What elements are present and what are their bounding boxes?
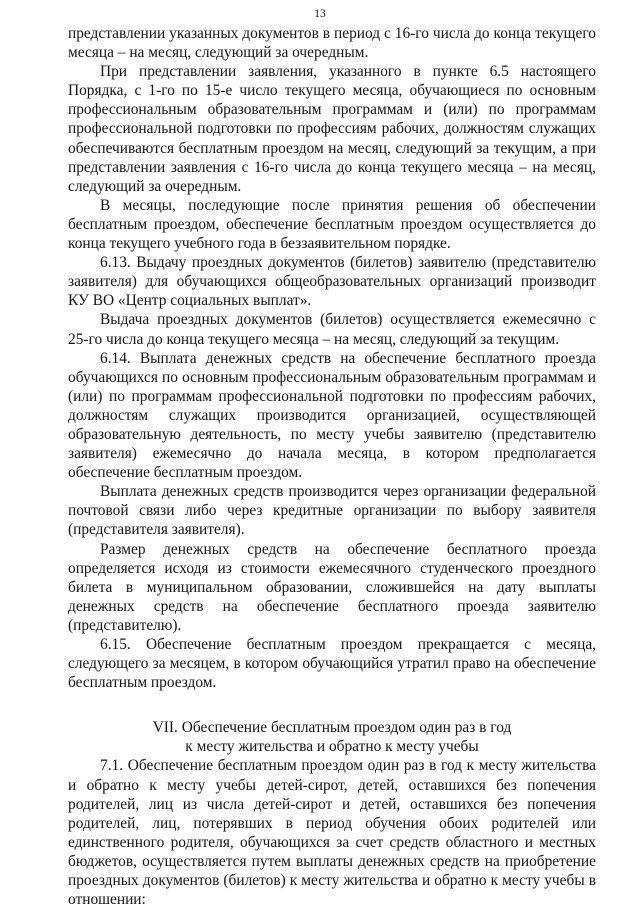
paragraph: Выдача проездных документов (билетов) осуществляется ежемесячно с 25-го числа до конца текущего месяца – на месяц, следующий за текущим. [68,311,596,348]
paragraph: При представлении заявления, указанного в пункте 6.5 настоящего Порядка, с 1-го по 15-е число текущего месяца, обучающиеся по основным профессиональным образовательным программам и (или) по программам профессиональной подготовки по профессиям рабочих, должностям служащих обеспечиваются бесплатным проездом на месяц, следующий за текущим, а при представлении заявления с 16-го числа до конца текущего месяца – на месяц, следующий за очередным. [68,63,596,195]
paragraph: 6.13. Выдачу проездных документов (билетов) заявителю (представителю заявителя) для обучающихся общеобразовательных организаций производит КУ ВО «Центр социальных выплат». [68,254,596,310]
paragraphs-after-heading [68,756,596,909]
section-heading-line-1: VII. Обеспечение бесплатным проездом один раз в год [152,719,512,737]
paragraph: представлении указанных документов в период с 16-го числа до конца текущего месяца – на месяц, следующий за очередным. [68,25,596,62]
section-heading-line-2: к месту жительства и обратно к месту учебы [185,738,479,756]
paragraph: 6.15. Обеспечение бесплатным проездом прекращается с месяца, следующего за месяцем, в котором обучающийся утратил право на обеспечение бесплатным проездом. [68,636,596,692]
document-body [68,24,596,909]
paragraph: В месяцы, последующие после принятия решения об обеспечении бесплатным проездом, обеспечение бесплатным проездом осуществляется до конца текущего учебного года в беззаявительном порядке. [68,196,596,253]
page-number: 13 [314,8,326,20]
paragraph: Размер денежных средств на обеспечение бесплатного проезда определяется исходя из стоимости ежемесячного студенческого проездного билета в муниципальном образовании, сложившейся на дату выплаты денежных средств на обеспечение бесплатного проезда заявителю (представителю). [68,540,596,634]
paragraph: Выплата денежных средств производится через организации федеральной почтовой связи либо через кредитные организации по выбору заявителя (представителя заявителя). [68,483,596,539]
paragraph: 7.1. Обеспечение бесплатным проездом один раз в год к месту жительства и обратно к месту учебы детей-сирот, детей, оставшихся без попечения родителей, лиц из числа детей-сирот и детей, оставшихся без попечения родителей, лиц, потерявших в период обучения обоих родителей или единственного родителя, обучающихся за счет средств областного и местных бюджетов, осуществляется путем выплаты денежных средств на приобретение проездных документов (билетов) к месту жительства и обратно к месту учебы в отношении: [68,757,596,909]
paragraph: 6.14. Выплата денежных средств на обеспечение бесплатного проезда обучающихся по основным профессиональным образовательным программам и (или) по программам профессиональной подготовки по профессиям рабочих, должностям служащих производится организацией, осуществляющей образовательную деятельность, по месту учебы заявителю (представителю заявителя) ежемесячно до начала месяца, в котором предполагается обеспечение бесплатным проездом. [68,349,596,482]
section-heading [68,718,596,756]
paragraphs-before-heading [68,24,596,692]
